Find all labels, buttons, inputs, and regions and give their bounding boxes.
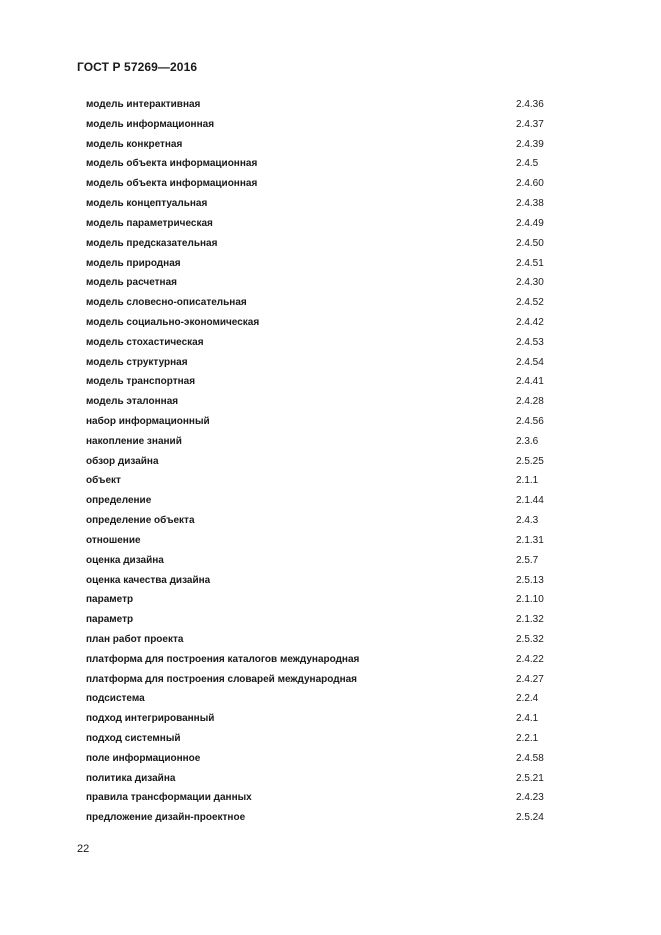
- index-entry: [86, 432, 586, 452]
- index-entry: [86, 353, 586, 373]
- index-entry: [86, 788, 586, 808]
- index-term: модель объекта информационная: [86, 158, 258, 170]
- index-entry: [86, 273, 586, 293]
- index-entry: [86, 709, 586, 729]
- index-term: оценка качества дизайна: [86, 574, 211, 586]
- index-reference: 2.4.23: [516, 792, 544, 804]
- index-term: модель конкретная: [86, 138, 183, 150]
- index-reference: 2.1.32: [516, 614, 544, 626]
- index-entry: [86, 610, 586, 630]
- index-entry: [86, 491, 586, 511]
- index-entry: [86, 630, 586, 650]
- index-entry: [86, 254, 586, 274]
- index-term: подход интегрированный: [86, 713, 215, 725]
- index-term: накопление знаний: [86, 435, 182, 447]
- index-entry: [86, 115, 586, 135]
- index-reference: 2.2.4: [516, 693, 539, 705]
- index-entry: [86, 571, 586, 591]
- document-header: ГОСТ Р 57269—2016: [77, 60, 198, 74]
- index-term: модель словесно-описательная: [86, 297, 247, 309]
- index-term: подсистема: [86, 693, 145, 705]
- index-reference: 2.4.38: [516, 198, 544, 210]
- index-entry: [86, 590, 586, 610]
- index-reference: 2.4.41: [516, 376, 544, 388]
- index-term: модель транспортная: [86, 376, 196, 388]
- index-reference: 2.4.56: [516, 416, 544, 427]
- index-entry: [86, 412, 586, 432]
- index-reference: 2.4.37: [516, 118, 544, 130]
- index-entry: [86, 511, 586, 531]
- index-reference: 2.4.39: [516, 138, 544, 150]
- index-term: определение: [86, 495, 152, 507]
- index-entry: [86, 174, 586, 194]
- index-term: отношение: [86, 534, 141, 546]
- index-term: предложение дизайн-проектное: [86, 812, 246, 824]
- index-term: план работ проекта: [86, 633, 184, 645]
- index-entry: [86, 729, 586, 749]
- index-reference: 2.4.27: [516, 673, 544, 685]
- index-reference: 2.5.13: [516, 574, 544, 586]
- index-reference: 2.5.7: [516, 554, 539, 566]
- index-entry: [86, 392, 586, 412]
- index-reference: 2.1.31: [516, 534, 544, 546]
- index-reference: 2.4.22: [516, 653, 544, 665]
- index-term: платформа для построения словарей международная: [86, 673, 358, 685]
- index-entry: [86, 551, 586, 571]
- page-number: 22: [77, 843, 90, 855]
- index-entry: [86, 769, 586, 789]
- index-reference: 2.4.58: [516, 752, 544, 764]
- index-term: набор информационный: [86, 416, 210, 427]
- index-reference: 2.4.49: [516, 217, 544, 229]
- index-entry: [86, 313, 586, 333]
- index-term: платформа для построения каталогов международная: [86, 653, 360, 665]
- index-reference: 2.4.51: [516, 257, 544, 269]
- index-entry: [86, 95, 586, 115]
- index-entry: [86, 333, 586, 353]
- index-reference: 2.2.1: [516, 733, 539, 744]
- index-reference: 2.5.24: [516, 812, 544, 824]
- index-term: модель объекта информационная: [86, 178, 258, 190]
- index-reference: 2.5.21: [516, 772, 544, 784]
- index-term: модель стохастическая: [86, 336, 204, 348]
- index-reference: 2.4.42: [516, 316, 544, 328]
- index-entry: [86, 214, 586, 234]
- index-reference: 2.4.30: [516, 277, 544, 289]
- index-reference: 2.4.53: [516, 336, 544, 348]
- index-term: модель природная: [86, 257, 181, 269]
- index-reference: 2.4.36: [516, 99, 544, 110]
- index-entry: [86, 531, 586, 551]
- index-reference: 2.4.60: [516, 178, 544, 190]
- index-term: параметр: [86, 594, 134, 606]
- index-entry: [86, 808, 586, 828]
- index-reference: 2.4.3: [516, 515, 539, 527]
- index-entry: [86, 194, 586, 214]
- index-term: определение объекта: [86, 515, 195, 527]
- index-term: модель структурная: [86, 356, 188, 368]
- index-term: модель социально-экономическая: [86, 316, 260, 328]
- index-term: объект: [86, 475, 121, 487]
- index-entry: [86, 471, 586, 491]
- index-entry: [86, 234, 586, 254]
- index-term: обзор дизайна: [86, 455, 159, 467]
- index-reference: 2.4.50: [516, 237, 544, 249]
- index-term: модель концептуальная: [86, 198, 208, 210]
- index-reference: 2.5.32: [516, 633, 544, 645]
- index-entry: [86, 154, 586, 174]
- index-term: правила трансформации данных: [86, 792, 252, 804]
- index-reference: 2.4.5: [516, 158, 539, 170]
- index-entry: [86, 670, 586, 690]
- index-reference: 2.4.52: [516, 297, 544, 309]
- index-term: модель расчетная: [86, 277, 177, 289]
- alphabetical-index: [86, 95, 586, 828]
- index-entry: [86, 452, 586, 472]
- index-reference: 2.3.6: [516, 435, 539, 447]
- index-reference: 2.1.44: [516, 495, 544, 507]
- index-term: модель эталонная: [86, 396, 179, 408]
- index-entry: [86, 135, 586, 155]
- index-reference: 2.4.1: [516, 713, 539, 725]
- index-reference: 2.5.25: [516, 455, 544, 467]
- index-entry: [86, 293, 586, 313]
- index-entry: [86, 372, 586, 392]
- index-reference: 2.1.1: [516, 475, 539, 487]
- index-term: параметр: [86, 614, 134, 626]
- index-term: оценка дизайна: [86, 554, 164, 566]
- index-reference: 2.4.54: [516, 356, 544, 368]
- index-term: политика дизайна: [86, 772, 176, 784]
- index-term: поле информационное: [86, 752, 201, 764]
- index-entry: [86, 689, 586, 709]
- index-term: модель предсказательная: [86, 237, 218, 249]
- index-term: модель интерактивная: [86, 99, 201, 110]
- index-entry: [86, 650, 586, 670]
- index-reference: 2.4.28: [516, 396, 544, 408]
- index-term: модель информационная: [86, 118, 215, 130]
- index-term: подход системный: [86, 733, 181, 744]
- index-term: модель параметрическая: [86, 217, 213, 229]
- index-entry: [86, 749, 586, 769]
- index-reference: 2.1.10: [516, 594, 544, 606]
